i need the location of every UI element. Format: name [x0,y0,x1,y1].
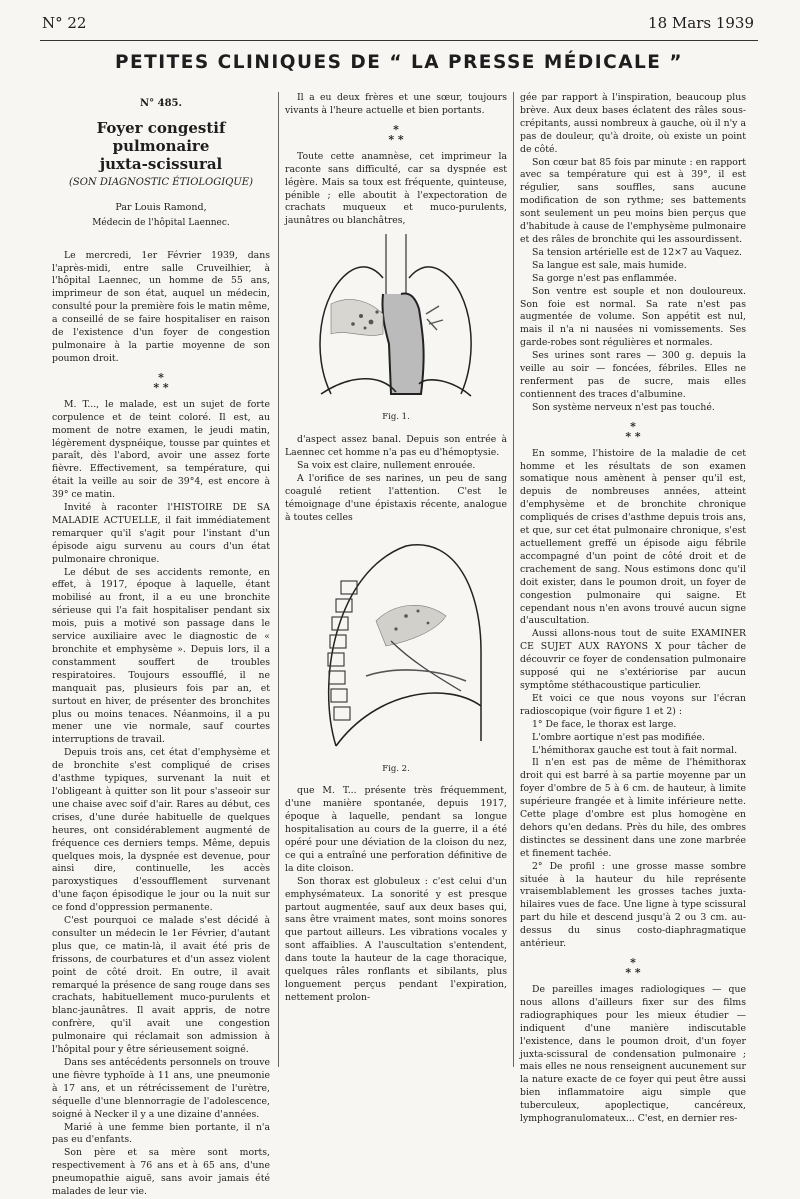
paragraph: Depuis trois ans, cet état d'emphysème et de bronchite s'est compliqué de crises d'asthme typiques, survenant la nuit et l'obligeant à quitter son lit pour s'asseoir sur une chaise avec soif d'air. Rares au début, ces crises, d'une durée habituelle de quelques heures, ont considérablement augmenté de fréquence ces derniers temps. Même, depuis quelques mois, la dyspnée est devenue, pour ainsi dire, continuelle, les accès paroxystiques d'essoufflement survenant d'une façon épisodique le jour ou la nuit sur ce fond d'oppression permanente. [52,747,270,914]
paragraph: Il a eu deux frères et une sœur, toujours vivants à l'heure actuelle et bien portants. [285,92,507,116]
issue-date: 18 Mars 1939 [648,14,754,32]
paragraph: De pareilles images radiologiques — que nous allons d'ailleurs fixer sur des films radiographiques pour les mieux étudier — indiquent d'une manière indiscutable l'existence, dans le poumon droit, d'un foyer juxta-scissural de condensation pulmonaire ; mais elles ne nous renseignent aucunement sur la nature exacte de ce foyer qui peut être aussi bien inflammatoire aigu simple que tuberculeux, apoplectique, cancéreux, lymphogranulomateux... C'est, en dernier res- [520,984,746,1125]
masthead: PETITES CLINIQUES DE “ LA PRESSE MÉDICALE ” [114,52,684,73]
paragraph: Sa gorge n'est pas enflammée. [532,272,677,284]
article-number: N° 485. [140,98,182,109]
paragraph: Sa tension artérielle est de 12×7 au Vaquez. [532,246,742,258]
section-separator: * * * [625,419,641,443]
paragraph: Sa langue est sale, mais humide. [532,259,687,271]
paragraph: 1° De face, le thorax est large. [532,718,677,730]
article-subtitle: (SON DIAGNOSTIC ÉTIOLOGIQUE) [68,176,254,188]
paragraph: Son père et sa mère sont morts, respectivement à 76 ans et à 65 ans, d'une pneumopathie aiguë, sans avoir jamais été malades de leur vie. [52,1147,270,1198]
figure-1-xray-front [301,234,491,409]
paragraph: Marié à une femme bien portante, il n'a pas eu d'enfants. [52,1121,270,1146]
paragraph: Et voici ce que nous voyons sur l'écran radioscopique (voir figure 1 et 2) : [520,692,746,717]
figure-1-caption: Fig. 1. [382,412,410,423]
paragraph: Le début de ses accidents remonte, en effet, à 1917, époque à laquelle, étant mobilisé au front, il a eu une bronchite sérieuse qui l'a fait hospitaliser pendant six mois, puis a motivé son passage dans le service auxiliaire avec le diagnostic de « bronchite et emphysème ». Depuis lors, il a constamment souffert de troubles respiratoires. Toujours essoufflé, il ne manquait pas, plusieurs fois par an, et surtout en hiver, de présenter des bronchites plus ou moins tenaces. Néanmoins, il a pu mener une vie normale, sauf courtes interruptions de travail. [52,566,270,746]
column-divider-2 [513,92,514,1067]
paragraph: Aussi allons-nous tout de suite EXAMINER CE SUJET AUX RAYONS X pour tâcher de découvrir ce foyer de condensation pulmonaire supposé qui ne s'extériorise par aucun symptôme stéthacoustique particulier. [520,628,746,691]
paragraph: Son thorax est globuleux : c'est celui d'un emphysémateux. La sonorité y est presque partout augmentée, sauf aux deux bases qui, sans être vraiment mates, sont moins sonores que partout ailleurs. Les vibrations vocales y sont affaiblies. A l'auscultation s'entendent, dans toute la hauteur de la cage thoracique, quelques râles ronflants et sibilants, plus longuement perçus pendant l'expiration, nettement prolon- [285,875,507,1003]
section-separator: * * * [388,122,404,146]
paragraph: Dans ses antécédents personnels on trouve une fièvre typhoïde à 11 ans, une pneumonie à 17 ans, et un rétrécissement de l'urètre, séquelle d'une blennorragie de l'adolescence, soigné à Necker il y a une dizaine d'années. [52,1057,270,1120]
paragraph: gée par rapport à l'inspiration, beaucoup plus brève. Aux deux bases éclatent des râles sous-crépitants, aussi nombreux à gauche, où il n'y a pas de douleur, qu'à droite, où existe un point de côté. [520,92,746,155]
paragraph: 2° De profil : une grosse masse sombre située à la hauteur du hile représente vraisemblablement les grosses taches juxta-hilaires vues de face. Une ligne à type scissural part du hile et descend jusqu'à 2 ou 3 cm. au-dessus du sinus costo-diaphragmatique antérieur. [520,860,746,950]
paragraph: Ses urines sont rares — 300 g. depuis la veille au soir — foncées, fébriles. Elles ne renferment pas de sucre, mais elles contiennent des traces d'albumine. [520,350,746,400]
section-separator: * * * [153,370,169,394]
paragraph: Son cœur bat 85 fois par minute : en rapport avec sa température qui est à 39°, il est régulier, sans souffles, sans aucune modification de son rythme; ses battements sont seulement un peu moins bien perçus que d'habitude à cause de l'emphysème pulmonaire et des râles de bronchite qui les assourdissent. [520,156,746,245]
figure-2-xray-profile [296,531,496,761]
paragraph: que M. T... présente très fréquemment, d'une manière spontanée, depuis 1917, époque à laquelle, pendant sa longue hospitalisation au cours de la guerre, il a été opéré pour une déviation de la cloison du nez, ce qui a entraîné une perforation définitive de la dite cloison. [285,785,507,874]
paragraph: Son système nerveux n'est pas touché. [532,401,715,413]
column-divider-1 [278,92,279,1067]
paragraph: Il n'en est pas de même de l'hémithorax droit qui est barré à sa partie moyenne par un foyer d'ombre de 5 à 6 cm. de hauteur, à limite supérieure frangée et à limite inférieure nette. Cette plage d'ombre est plus homogène en dehors qu'en dedans. Près du hile, des ombres distinctes se dessinent dans une zone marbrée et finement tachée. [520,757,746,859]
header-rule [40,40,758,41]
column-2 [285,92,507,1072]
paragraph: d'aspect assez banal. Depuis son entrée à Laennec cet homme n'a pas eu d'hémoptysie. [285,434,507,459]
article-title-line1: Foyer congestif pulmonaire [96,118,226,155]
column-3 [520,92,746,1125]
paragraph: Son ventre est souple et non douloureux. Son foie est normal. Sa rate n'est pas augmentée de volume. Son appétit est nul, mais il n'a ni nausées ni vomissements. Ses garde-robes sont régulières et normales. [520,285,746,349]
paragraph: C'est pourquoi ce malade s'est décidé à consulter un médecin le 1er Février, d'autant plus que, ce matin-là, il avait été pris de frissons, de courbatures et d'un assez violent point de côté droit. En outre, il avait remarqué la présence de sang rouge dans ses crachats, habituellement muco-purulents et blanc-jaunâtres. Il avait appris, de notre confrère, qu'il avait une congestion pulmonaire qui réclamait son admission à l'hôpital pour y être sérieusement soigné. [52,915,270,1056]
article-title-line2: juxta-scissural [99,154,223,173]
author-affiliation: Médecin de l'hôpital Laennec. [92,217,230,228]
paragraph: A l'orifice de ses narines, un peu de sang coagulé retient l'attention. C'est le témoignage d'une épistaxis récente, analogue à toutes celles [285,472,507,523]
section-separator: * * * [625,956,641,979]
paragraph: Toute cette anamnèse, cet imprimeur la raconte sans difficulté, car sa dyspnée est légère. Mais sa toux est fréquente, quinteuse, pénible ; elle aboutit à l'expectoration de crachats muqueux et muco-purulents, jaunâtres ou blanchâtres, [285,150,507,227]
paragraph: Le mercredi, 1er Février 1939, dans l'après-midi, entre salle Cruveilhier, à l'hôpital Laennec, un homme de 55 ans, imprimeur de son état, auquel un médecin, consulté pour la première fois le matin même, a conseillé de se faire hospitaliser en raison de l'existence d'un foyer de congestion pulmonaire à la partie moyenne de son poumon droit. [52,249,270,364]
paragraph: M. T..., le malade, est un sujet de forte corpulence et de teint coloré. Il est, au moment de notre examen, le jeudi matin, légèrement dyspnéique, tousse par quintes et paraît, dès l'abord, avoir une assez forte fièvre. Effectivement, sa température, qui était la veille au soir de 39°4, est encore à 39° ce matin. [52,398,270,501]
paragraph: Sa voix est claire, nullement enrouée. [297,459,476,471]
column-1 [52,92,270,1198]
paragraph: En somme, l'histoire de la maladie de cet homme et les résultats de son examen somatique nous amènent à penser qu'il est, depuis de nombreuses années, atteint d'emphysème et de bronchite chronique compliqués de crises d'asthme depuis trois ans, et que, sur cet état pulmonaire chronique, s'est actuellement greffé un épisode aigu fébrile accompagné d'un point de côté droit et de crachement de sang. Nous estimons donc qu'il doit exister, dans le poumon droit, un foyer de congestion pulmonaire qui saigne. Et cependant nous n'en avons trouvé aucun signe d'auscultation. [520,447,746,627]
issue-number: N° 22 [42,14,87,32]
paragraph: Invité à raconter l'HISTOIRE DE SA MALADIE ACTUELLE, il fait immédiatement remarquer qu'il s'agit pour l'instant d'un épisode aigu survenu au cours d'un état pulmonaire chronique. [52,502,270,565]
paragraph: L'hémithorax gauche est tout à fait normal. [532,744,738,756]
author: Par Louis Ramond, [115,201,207,213]
paragraph: L'ombre aortique n'est pas modifiée. [532,731,705,743]
figure-2-caption: Fig. 2. [382,763,410,774]
